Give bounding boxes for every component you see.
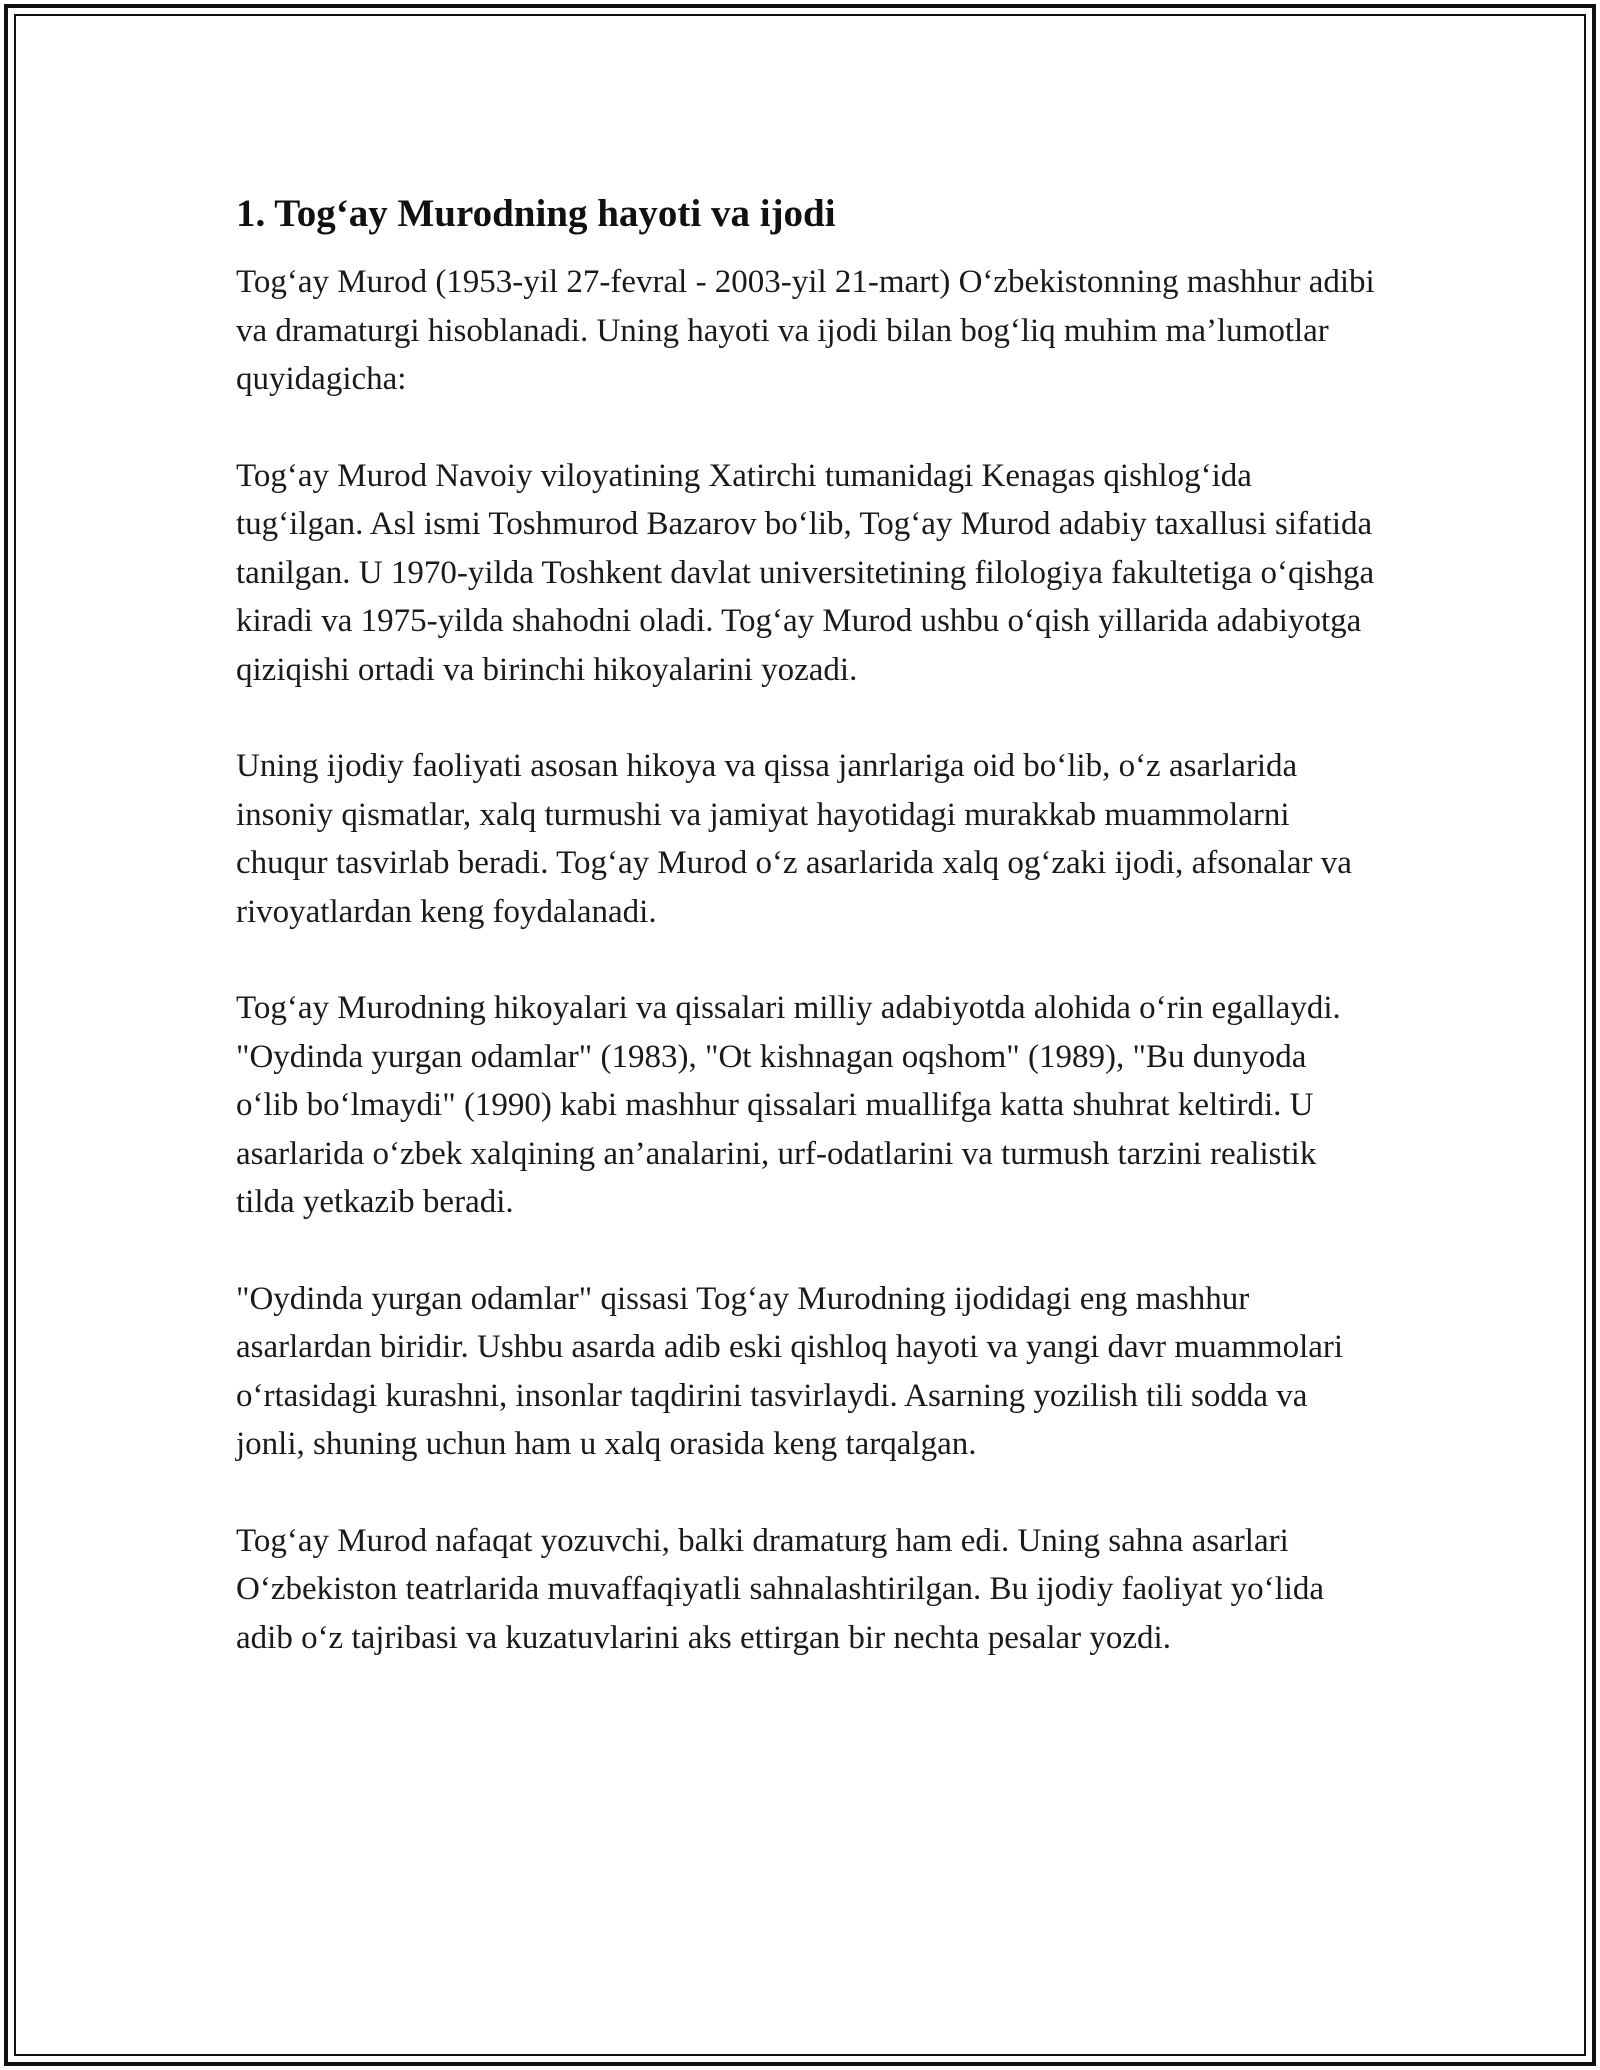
paragraph-famous-works: Tog‘ay Murodning hikoyalari va qissalari milliy adabiyotda alohida o‘rin egallaydi. "Oydinda yurgan odamlar" (1983), "Ot kishnagan oqshom" (1989), "Bu dunyoda o‘lib bo‘lmaydi" (1990) kabi mashhur qissalari muallifga katta shuhrat keltirdi. U asarlarida o‘zbek xalqining an’analarini, urf-odatlarini va turmush tarzini realistik tilda yetkazib beradi. — [236, 990, 1341, 1220]
document-body — [236, 188, 1376, 1710]
paragraph-dramaturgy: Tog‘ay Murod nafaqat yozuvchi, balki dramaturg ham edi. Uning sahna asarlari O‘zbekiston teatrlarida muvaffaqiyatli sahnalashtirilgan. Bu ijodiy faoliyat yo‘lida adib o‘z tajribasi va kuzatuvlarini aks ettirgan bir nechta pesalar yozdi. — [236, 1522, 1325, 1656]
paragraph-creative-work: Uning ijodiy faoliyati asosan hikoya va qissa janrlariga oid bo‘lib, o‘z asarlarida insoniy qismatlar, xalq turmushi va jamiyat hayotidagi murakkab muammolarni chuqur tasvirlab beradi. Tog‘ay Murod o‘z asarlarida xalq og‘zaki ijodi, afsonalar va rivoyatlardan keng foydalanadi. — [236, 748, 1352, 930]
page-title: 1. Tog‘ay Murodning hayoti va ijodi — [236, 192, 836, 235]
paragraph-oydinda-yurgan-odamlar: "Oydinda yurgan odamlar" qissasi Tog‘ay Murodning ijodidagi eng mashhur asarlardan biridir. Ushbu asarda adib eski qishloq hayoti va yangi davr muammolari o‘rtasidagi kurashni, insonlar taqdirini tasvirlaydi. Asarning yozilish tili sodda va jonli, shuning uchun ham u xalq orasida keng tarqalgan. — [236, 1280, 1344, 1462]
paragraph-intro: Tog‘ay Murod (1953-yil 27-fevral - 2003-yil 21-mart) O‘zbekistonning mashhur adibi va dramaturgi hisoblanadi. Uning hayoti va ijodi bilan bog‘liq muhim ma’lumotlar quyidagicha: — [236, 264, 1375, 397]
paragraph-biography: Tog‘ay Murod Navoiy viloyatining Xatirchi tumanidagi Kenagas qishlog‘ida tug‘ilgan. Asl ismi Toshmurod Bazarov bo‘lib, Tog‘ay Murod adabiy taxallusi sifatida tanilgan. U 1970-yilda Toshkent davlat universitetining filologiya fakultetiga o‘qishga kiradi va 1975-yilda shahodni oladi. Tog‘ay Murod ushbu o‘qish yillarida adabiyotga qiziqishi ortadi va birinchi hikoyalarini yozadi. — [236, 457, 1375, 688]
